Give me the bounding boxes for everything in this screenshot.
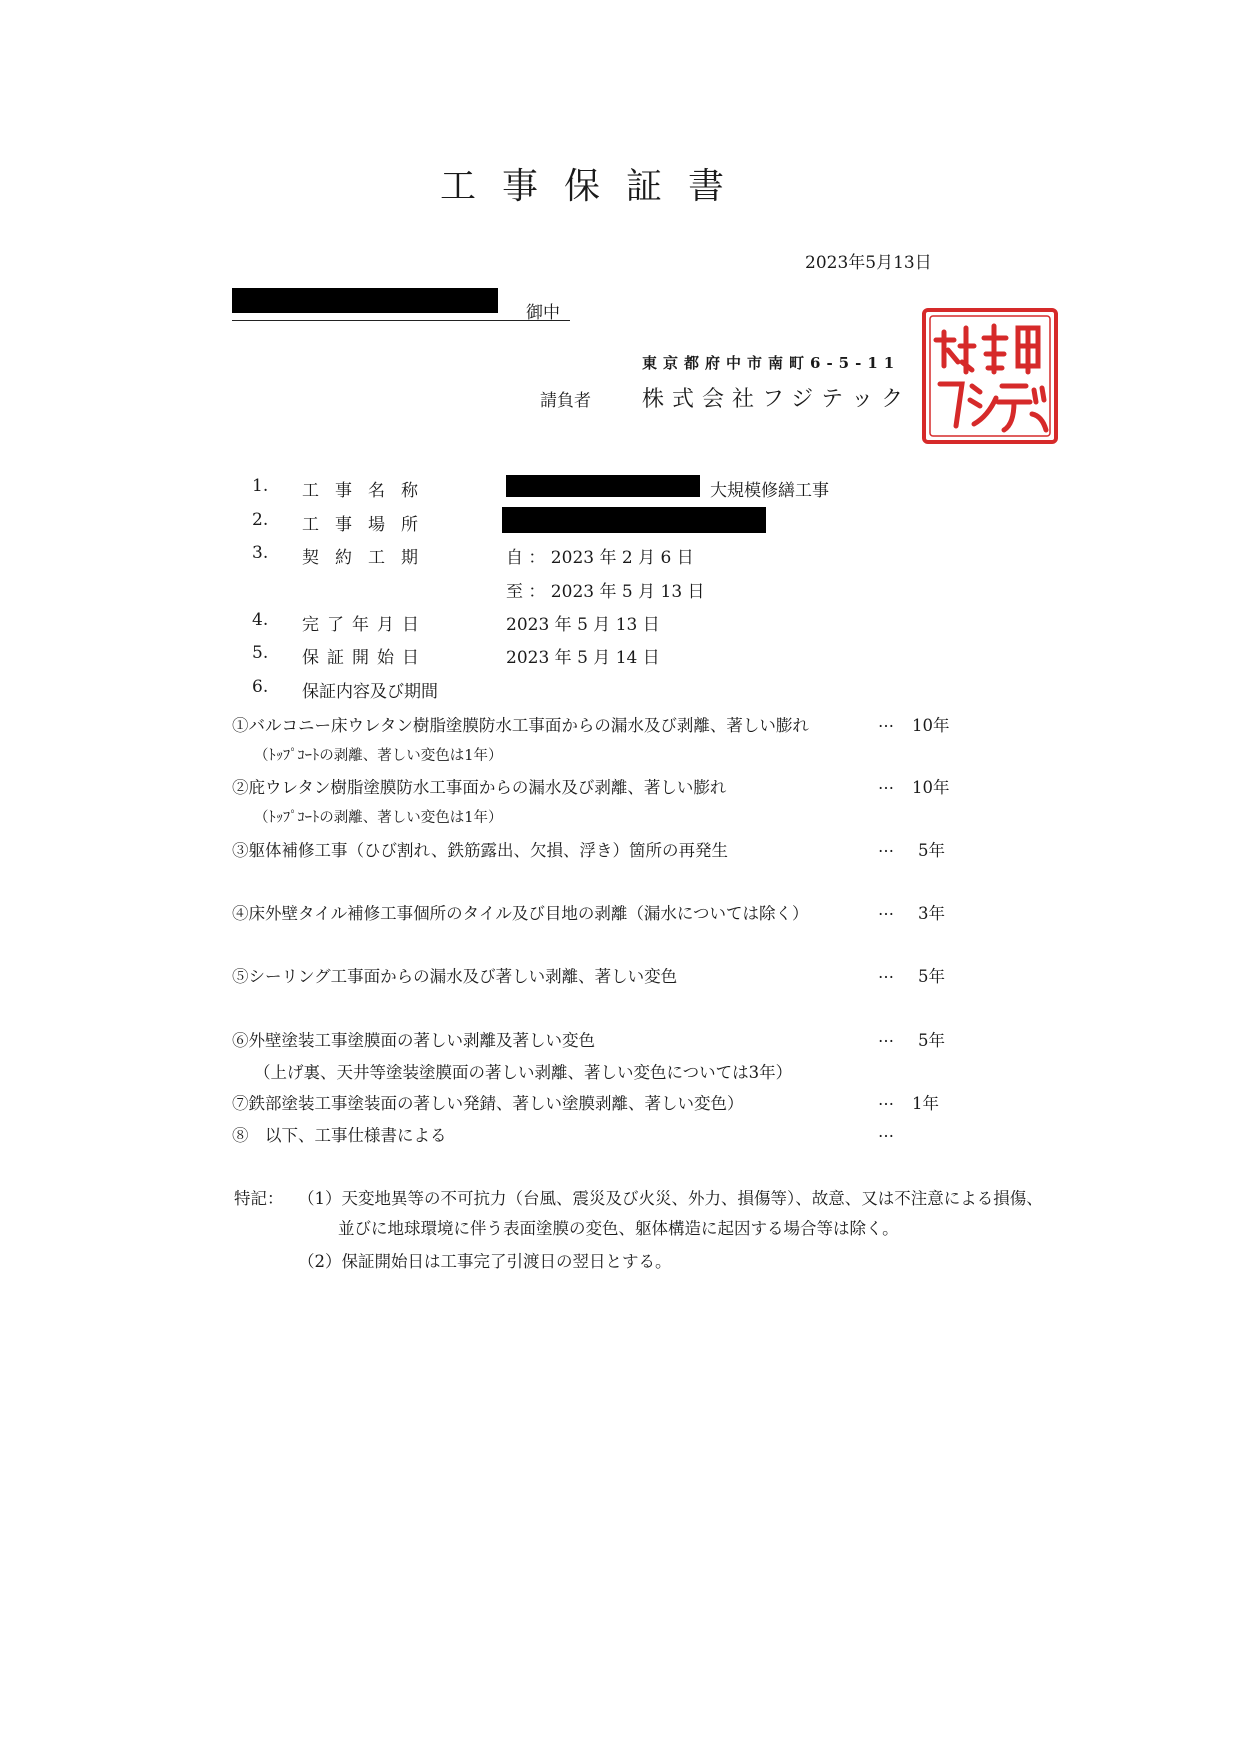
item-label-warranty-contents: 保証内容及び期間 — [302, 682, 438, 702]
warranty-leader-dots: … — [878, 837, 894, 856]
redacted-construction-name — [506, 475, 700, 497]
warranty-period: 5年 — [918, 967, 945, 986]
warranty-leader-dots: … — [878, 1090, 894, 1109]
warranty-item-note: （ﾄｯﾌﾟｺｰﾄの剥離、著しい変色は1年） — [254, 810, 503, 826]
item-number: 4. — [252, 610, 269, 630]
contractor-address: 東京都府中市南町6-5-11 — [642, 354, 901, 372]
warranty-item-note: （上げ裏、天井等塗装塗膜面の著しい剥離、著しい変色については3年） — [254, 1063, 793, 1082]
company-seal-stamp — [918, 306, 1060, 448]
warranty-item: ⑥外壁塗装工事塗膜面の著しい剥離及著しい変色 — [232, 1031, 595, 1050]
warranty-period: 5年 — [918, 1031, 945, 1050]
item-number: 6. — [252, 677, 269, 697]
item-label-construction-site: 工事場所 — [302, 515, 434, 535]
notes-label: 特記： — [234, 1189, 284, 1208]
recipient-underline — [232, 319, 570, 321]
item-value-completion-date: 2023 年 5 月 13 日 — [506, 615, 660, 635]
item-number: 2. — [252, 510, 269, 530]
contractor-company: 株式会社フジテック — [642, 387, 912, 412]
warranty-period: 1年 — [912, 1094, 939, 1113]
contract-period-start: 自 ： 2023 年 2 月 6 日 — [506, 548, 694, 568]
warranty-item: ④床外壁タイル補修工事個所のタイル及び目地の剥離（漏水については除く） — [232, 904, 809, 923]
item-label-construction-name: 工事名称 — [302, 481, 434, 501]
warranty-item: ⑦鉄部塗装工事塗装面の著しい発錆、著しい塗膜剥離、著しい変色） — [232, 1094, 744, 1113]
item-number: 3. — [252, 543, 269, 563]
item-label-warranty-start: 保証開始日 — [302, 648, 427, 668]
warranty-item: ②庇ウレタン樹脂塗膜防水工事面からの漏水及び剥離、著しい膨れ — [232, 778, 727, 797]
warranty-item: ③躯体補修工事（ひび割れ、鉄筋露出、欠損、浮き）箇所の再発生 — [232, 841, 728, 860]
warranty-leader-dots: … — [878, 963, 894, 982]
notes-line-2: 並びに地球環境に伴う表面塗膜の変色、躯体構造に起因する場合等は除く。 — [338, 1219, 899, 1238]
item-value-construction-name: 大規模修繕工事 — [710, 481, 829, 501]
redacted-recipient — [232, 288, 498, 313]
item-number: 1. — [252, 476, 269, 496]
warranty-leader-dots: … — [878, 1027, 894, 1046]
warranty-item: ⑧ 以下、工事仕様書による — [232, 1126, 447, 1145]
document-title: 工事保証書 — [440, 166, 751, 207]
warranty-leader-dots: … — [878, 712, 894, 731]
contractor-label: 請負者 — [540, 391, 591, 411]
warranty-period: 10年 — [912, 716, 950, 735]
warranty-item: ①バルコニー床ウレタン樹脂塗膜防水工事面からの漏水及び剥離、著しい膨れ — [232, 716, 809, 735]
warranty-period: 5年 — [918, 841, 945, 860]
item-label-contract-period: 契約工期 — [302, 548, 434, 568]
warranty-leader-dots: … — [878, 774, 894, 793]
warranty-period: 3年 — [918, 904, 945, 923]
notes-line-3: （2）保証開始日は工事完了引渡日の翌日とする。 — [298, 1252, 672, 1271]
warranty-leader-dots: … — [878, 900, 894, 919]
item-number: 5. — [252, 643, 269, 663]
recipient-suffix: 御中 — [526, 303, 560, 323]
warranty-item-note: （ﾄｯﾌﾟｺｰﾄの剥離、著しい変色は1年） — [254, 748, 503, 764]
item-value-warranty-start: 2023 年 5 月 14 日 — [506, 648, 660, 668]
contract-period-end: 至 ： 2023 年 5 月 13 日 — [506, 582, 705, 602]
redacted-construction-site — [502, 507, 766, 533]
warranty-period: 10年 — [912, 778, 950, 797]
warranty-item: ⑤シーリング工事面からの漏水及び著しい剥離、著しい変色 — [232, 967, 678, 986]
item-label-completion-date: 完了年月日 — [302, 615, 427, 635]
notes-line-1: （1）天変地異等の不可抗力（台風、震災及び火災、外力、損傷等）、故意、又は不注意による損傷、 — [298, 1189, 1043, 1208]
warranty-leader-dots: … — [878, 1122, 894, 1141]
issue-date: 2023年5月13日 — [805, 253, 932, 273]
